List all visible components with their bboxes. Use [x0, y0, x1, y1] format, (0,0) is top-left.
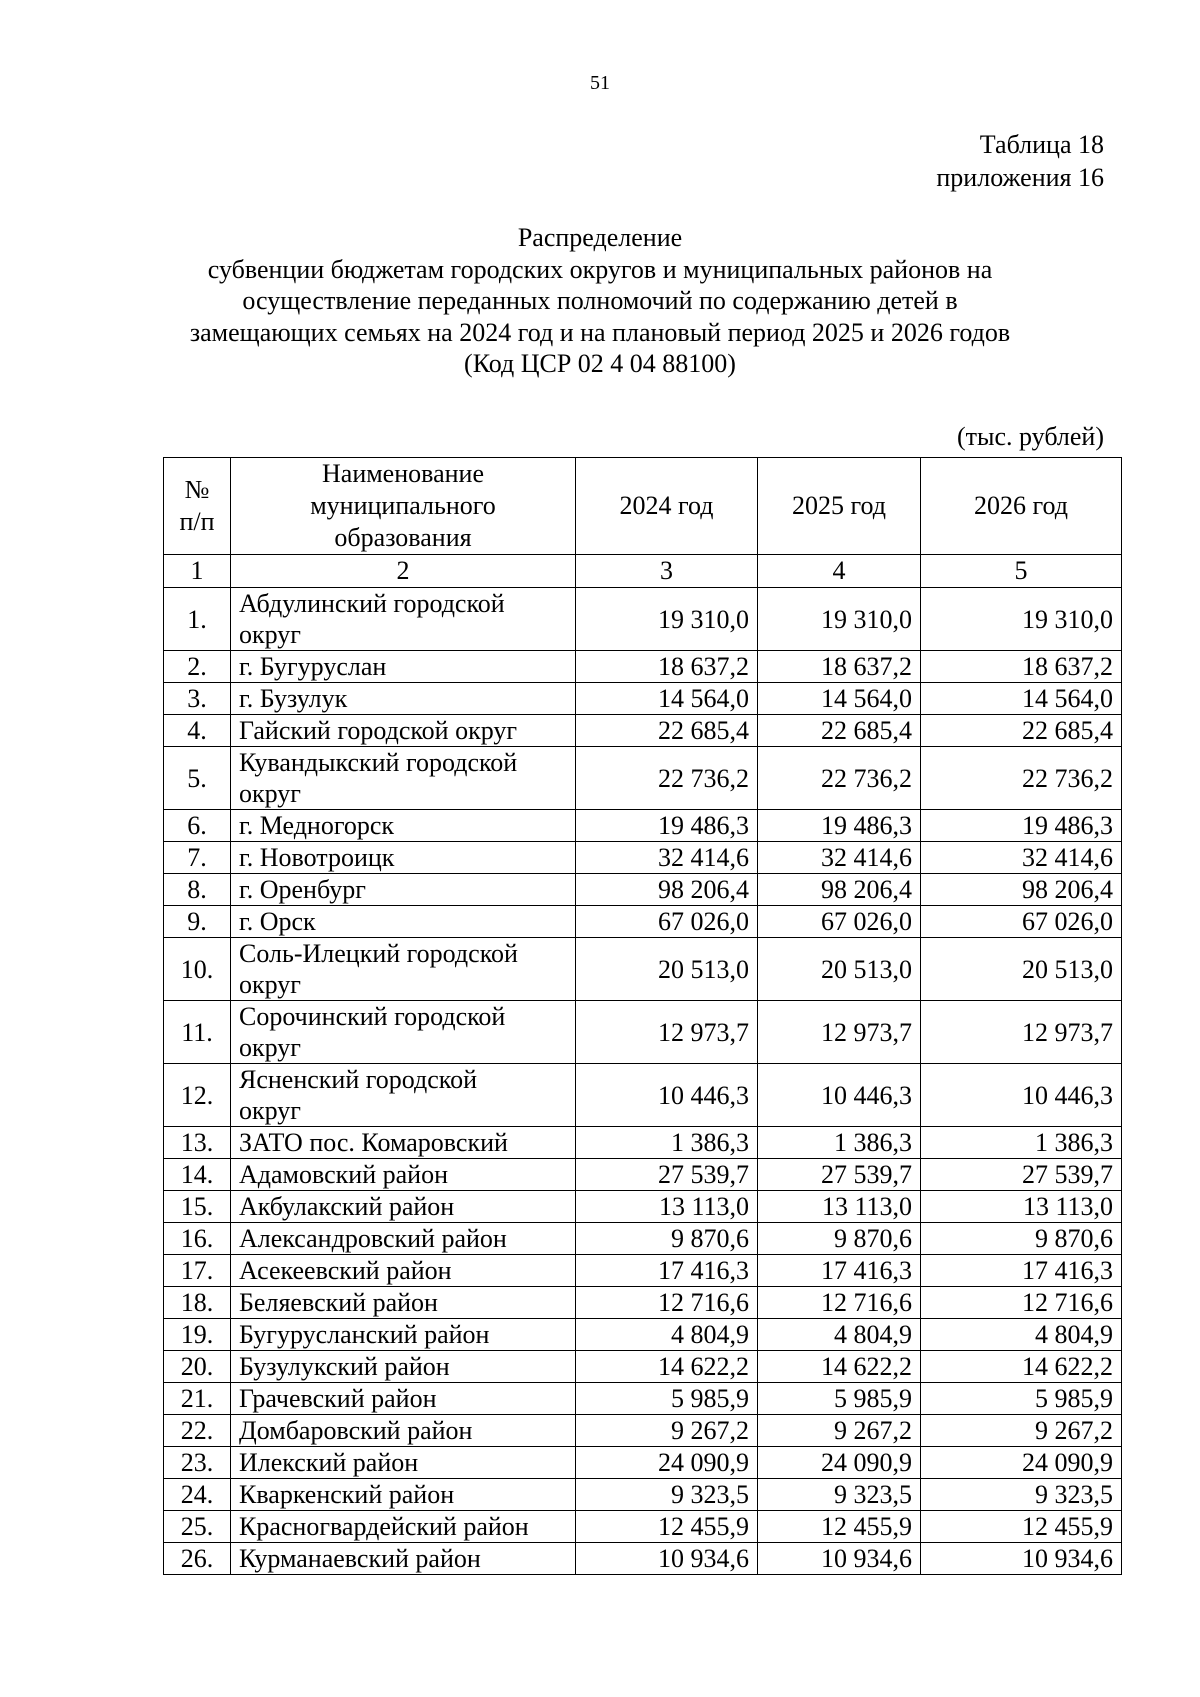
value-2024: 22 685,4	[576, 715, 758, 747]
appendix-label: приложения 16	[936, 163, 1104, 192]
value-2025: 12 973,7	[758, 1001, 921, 1064]
table-row	[164, 651, 1122, 683]
value-2025: 19 486,3	[758, 810, 921, 842]
municipality-name-line: Бузулукский район	[239, 1352, 450, 1381]
value-2026: 4 804,9	[921, 1319, 1122, 1351]
row-number: 4.	[164, 715, 231, 747]
row-number: 22.	[164, 1415, 231, 1447]
municipality-name-line: г. Орск	[239, 907, 316, 936]
row-number: 19.	[164, 1319, 231, 1351]
value-2024: 12 973,7	[576, 1001, 758, 1064]
value-2025: 10 934,6	[758, 1543, 921, 1575]
municipality-name-line: Илекский район	[239, 1448, 419, 1477]
header-row	[164, 458, 1122, 555]
municipality-name	[231, 715, 576, 747]
row-number: 1.	[164, 588, 231, 651]
table-row	[164, 1319, 1122, 1351]
table-row	[164, 1383, 1122, 1415]
table-row	[164, 683, 1122, 715]
value-2025: 9 870,6	[758, 1223, 921, 1255]
table-row	[164, 747, 1122, 810]
value-2024: 1 386,3	[576, 1127, 758, 1159]
table-row	[164, 906, 1122, 938]
value-2024: 22 736,2	[576, 747, 758, 810]
value-2024: 5 985,9	[576, 1383, 758, 1415]
table-row	[164, 1159, 1122, 1191]
table-row	[164, 1543, 1122, 1575]
municipality-name-line: г. Новотроицк	[239, 843, 395, 872]
municipality-name-line: г. Бузулук	[239, 684, 348, 713]
municipality-name-line: Абдулинский городской	[239, 589, 505, 618]
header-2024: 2024 год	[576, 458, 758, 555]
municipality-name	[231, 1001, 576, 1064]
table-row	[164, 1287, 1122, 1319]
value-2026: 24 090,9	[921, 1447, 1122, 1479]
municipality-name	[231, 747, 576, 810]
table-row	[164, 874, 1122, 906]
value-2026: 27 539,7	[921, 1159, 1122, 1191]
value-2025: 9 267,2	[758, 1415, 921, 1447]
municipality-name-line: ЗАТО пос. Комаровский	[239, 1128, 508, 1157]
municipality-name	[231, 810, 576, 842]
table-row	[164, 1127, 1122, 1159]
value-2025: 32 414,6	[758, 842, 921, 874]
value-2025: 14 564,0	[758, 683, 921, 715]
value-2025: 12 716,6	[758, 1287, 921, 1319]
value-2026: 22 685,4	[921, 715, 1122, 747]
value-2025: 22 685,4	[758, 715, 921, 747]
value-2024: 9 267,2	[576, 1415, 758, 1447]
row-number: 8.	[164, 874, 231, 906]
municipality-name-line: округ	[239, 1096, 301, 1125]
value-2024: 32 414,6	[576, 842, 758, 874]
title-line: замещающих семьях на 2024 год и на плановый период 2025 и 2026 годов	[189, 317, 1011, 347]
municipality-name	[231, 1064, 576, 1127]
table-row	[164, 1511, 1122, 1543]
row-number: 10.	[164, 938, 231, 1001]
municipality-name	[231, 1191, 576, 1223]
table-row	[164, 1223, 1122, 1255]
municipality-name-line: Соль-Илецкий городской	[239, 939, 518, 968]
table-row	[164, 1479, 1122, 1511]
municipality-name	[231, 683, 576, 715]
value-2026: 19 486,3	[921, 810, 1122, 842]
table-reference	[936, 128, 1104, 194]
row-number: 16.	[164, 1223, 231, 1255]
value-2026: 32 414,6	[921, 842, 1122, 874]
table-row	[164, 810, 1122, 842]
municipality-name	[231, 1447, 576, 1479]
value-2026: 9 870,6	[921, 1223, 1122, 1255]
table-row	[164, 1255, 1122, 1287]
title-line: (Код ЦСР 02 4 04 88100)	[464, 349, 736, 378]
row-number: 11.	[164, 1001, 231, 1064]
value-2024: 19 310,0	[576, 588, 758, 651]
value-2025: 20 513,0	[758, 938, 921, 1001]
table-body	[164, 588, 1122, 1575]
value-2024: 27 539,7	[576, 1159, 758, 1191]
value-2026: 14 564,0	[921, 683, 1122, 715]
row-number: 18.	[164, 1287, 231, 1319]
value-2026: 18 637,2	[921, 651, 1122, 683]
municipality-name	[231, 1383, 576, 1415]
header-num: № п/п	[164, 458, 231, 555]
column-number: 2	[231, 555, 576, 588]
row-number: 21.	[164, 1383, 231, 1415]
units-label: (тыс. рублей)	[956, 422, 1104, 451]
table-row	[164, 938, 1122, 1001]
value-2024: 10 934,6	[576, 1543, 758, 1575]
municipality-name	[231, 1415, 576, 1447]
column-number: 3	[576, 555, 758, 588]
row-number: 3.	[164, 683, 231, 715]
municipality-name	[231, 1511, 576, 1543]
municipality-name-line: Акбулакский район	[239, 1192, 455, 1221]
municipality-name-line: г. Оренбург	[239, 875, 366, 904]
municipality-name-line: Грачевский район	[239, 1384, 437, 1413]
value-2026: 20 513,0	[921, 938, 1122, 1001]
municipality-name-line: округ	[239, 620, 301, 649]
value-2025: 1 386,3	[758, 1127, 921, 1159]
value-2026: 5 985,9	[921, 1383, 1122, 1415]
column-number: 1	[164, 555, 231, 588]
row-number: 20.	[164, 1351, 231, 1383]
municipality-name	[231, 1479, 576, 1511]
value-2025: 24 090,9	[758, 1447, 921, 1479]
value-2025: 19 310,0	[758, 588, 921, 651]
table-row	[164, 1447, 1122, 1479]
row-number: 25.	[164, 1511, 231, 1543]
value-2025: 12 455,9	[758, 1511, 921, 1543]
municipality-name	[231, 1543, 576, 1575]
row-number: 9.	[164, 906, 231, 938]
row-number: 23.	[164, 1447, 231, 1479]
table-label: Таблица 18	[979, 130, 1104, 159]
value-2025: 4 804,9	[758, 1319, 921, 1351]
value-2026: 9 323,5	[921, 1479, 1122, 1511]
municipality-name	[231, 938, 576, 1001]
value-2025: 9 323,5	[758, 1479, 921, 1511]
value-2024: 10 446,3	[576, 1064, 758, 1127]
row-number: 6.	[164, 810, 231, 842]
value-2026: 12 455,9	[921, 1511, 1122, 1543]
column-number: 4	[758, 555, 921, 588]
value-2024: 18 637,2	[576, 651, 758, 683]
row-number: 14.	[164, 1159, 231, 1191]
municipality-name	[231, 906, 576, 938]
municipality-name	[231, 1127, 576, 1159]
value-2025: 13 113,0	[758, 1191, 921, 1223]
subvention-table	[163, 457, 1122, 1575]
value-2025: 22 736,2	[758, 747, 921, 810]
municipality-name-line: Ясненский городской	[239, 1065, 478, 1094]
municipality-name-line: Беляевский район	[239, 1288, 438, 1317]
value-2026: 98 206,4	[921, 874, 1122, 906]
municipality-name	[231, 1255, 576, 1287]
municipality-name-line: Курманаевский район	[239, 1544, 481, 1573]
municipality-name-line: Красногвардейский район	[239, 1512, 529, 1541]
value-2026: 9 267,2	[921, 1415, 1122, 1447]
value-2025: 5 985,9	[758, 1383, 921, 1415]
value-2026: 67 026,0	[921, 906, 1122, 938]
row-number: 26.	[164, 1543, 231, 1575]
value-2024: 98 206,4	[576, 874, 758, 906]
title-line: Распределение	[517, 223, 683, 252]
title-line: осуществление переданных полномочий по содержанию детей в	[242, 286, 958, 315]
value-2024: 12 716,6	[576, 1287, 758, 1319]
municipality-name-line: Гайский городской округ	[239, 716, 518, 745]
value-2025: 67 026,0	[758, 906, 921, 938]
value-2024: 24 090,9	[576, 1447, 758, 1479]
municipality-name	[231, 1223, 576, 1255]
municipality-name-line: Адамовский район	[239, 1160, 448, 1189]
value-2026: 13 113,0	[921, 1191, 1122, 1223]
value-2025: 27 539,7	[758, 1159, 921, 1191]
row-number: 15.	[164, 1191, 231, 1223]
table-row	[164, 1415, 1122, 1447]
header-2025: 2025 год	[758, 458, 921, 555]
municipality-name	[231, 874, 576, 906]
value-2026: 10 446,3	[921, 1064, 1122, 1127]
value-2026: 14 622,2	[921, 1351, 1122, 1383]
municipality-name-line: Домбаровский район	[239, 1416, 473, 1445]
municipality-name-line: округ	[239, 1033, 301, 1062]
value-2026: 1 386,3	[921, 1127, 1122, 1159]
value-2025: 17 416,3	[758, 1255, 921, 1287]
table-row	[164, 1191, 1122, 1223]
title-line: субвенции бюджетам городских округов и муниципальных районов на	[207, 254, 993, 284]
value-2026: 22 736,2	[921, 747, 1122, 810]
value-2024: 20 513,0	[576, 938, 758, 1001]
municipality-name	[231, 842, 576, 874]
table-row	[164, 588, 1122, 651]
value-2026: 17 416,3	[921, 1255, 1122, 1287]
value-2024: 17 416,3	[576, 1255, 758, 1287]
municipality-name-line: Кваркенский район	[239, 1480, 455, 1509]
municipality-name-line: округ	[239, 970, 301, 999]
table-row	[164, 1351, 1122, 1383]
value-2025: 98 206,4	[758, 874, 921, 906]
value-2024: 14 564,0	[576, 683, 758, 715]
municipality-name-line: Асекеевский район	[239, 1256, 452, 1285]
row-number: 17.	[164, 1255, 231, 1287]
value-2024: 14 622,2	[576, 1351, 758, 1383]
document-title	[120, 222, 1080, 380]
column-number-row	[164, 555, 1122, 588]
row-number: 7.	[164, 842, 231, 874]
municipality-name-line: г. Бугуруслан	[239, 652, 387, 681]
municipality-name	[231, 1351, 576, 1383]
value-2025: 10 446,3	[758, 1064, 921, 1127]
value-2024: 13 113,0	[576, 1191, 758, 1223]
row-number: 13.	[164, 1127, 231, 1159]
municipality-name-line: г. Медногорск	[239, 811, 395, 840]
value-2024: 19 486,3	[576, 810, 758, 842]
table-row	[164, 842, 1122, 874]
table-row	[164, 715, 1122, 747]
value-2026: 12 973,7	[921, 1001, 1122, 1064]
value-2024: 67 026,0	[576, 906, 758, 938]
header-name: Наименование муниципального образования	[231, 458, 576, 555]
municipality-name	[231, 1319, 576, 1351]
row-number: 24.	[164, 1479, 231, 1511]
row-number: 12.	[164, 1064, 231, 1127]
row-number: 5.	[164, 747, 231, 810]
page-number: 51	[590, 72, 610, 94]
value-2026: 19 310,0	[921, 588, 1122, 651]
column-number: 5	[921, 555, 1122, 588]
municipality-name-line: Кувандыкский городской	[239, 748, 518, 777]
municipality-name	[231, 651, 576, 683]
municipality-name-line: Сорочинский городской	[239, 1002, 506, 1031]
value-2024: 4 804,9	[576, 1319, 758, 1351]
municipality-name-line: Александровский район	[239, 1224, 507, 1253]
value-2025: 18 637,2	[758, 651, 921, 683]
value-2024: 9 323,5	[576, 1479, 758, 1511]
value-2025: 14 622,2	[758, 1351, 921, 1383]
municipality-name-line: округ	[239, 779, 301, 808]
table-row	[164, 1001, 1122, 1064]
value-2026: 10 934,6	[921, 1543, 1122, 1575]
municipality-name	[231, 588, 576, 651]
municipality-name-line: Бугурусланский район	[239, 1320, 490, 1349]
municipality-name	[231, 1159, 576, 1191]
municipality-name	[231, 1287, 576, 1319]
value-2024: 12 455,9	[576, 1511, 758, 1543]
value-2026: 12 716,6	[921, 1287, 1122, 1319]
value-2024: 9 870,6	[576, 1223, 758, 1255]
header-2026: 2026 год	[921, 458, 1122, 555]
table-row	[164, 1064, 1122, 1127]
row-number: 2.	[164, 651, 231, 683]
